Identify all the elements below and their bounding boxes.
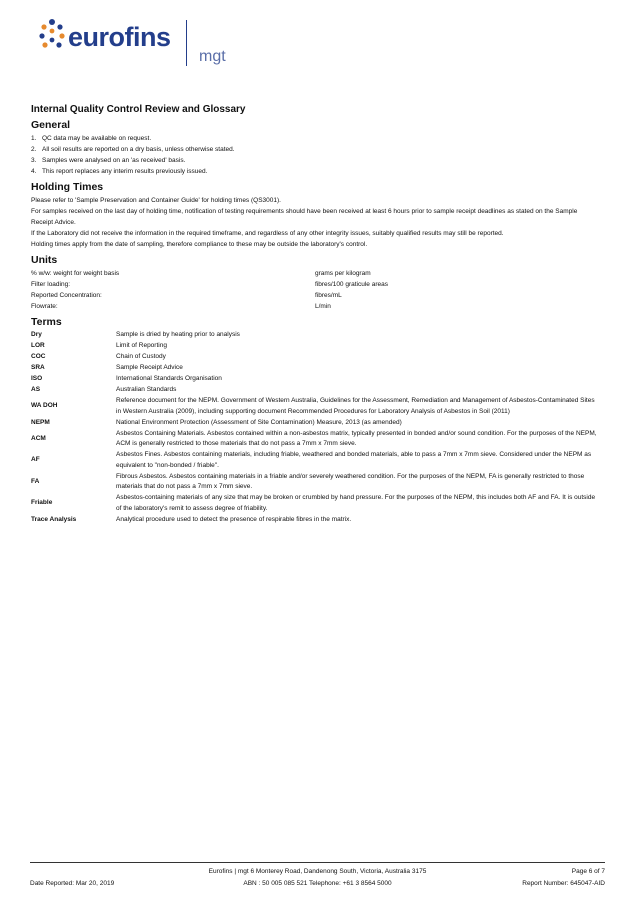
term-row: WA DOH Reference document for the NEPM. Government of Western Australia, Guidelines for the Assessment, Remediation and Management of Asbestos-Contaminated Sites in Western Australia (2009), including supporting document Recommended Procedures for Laboratory Analysis of Asbestos in Soil (2011) <box>31 397 595 415</box>
term-row: FA Fibrous Asbestos. Asbestos containing materials in a friable and/or severely weathered condition. For the purposes of the NEPM, FA is generally restricted to those materials that do not pass a 7mm x 7mm sieve. <box>31 472 585 490</box>
footer-abn: ABN : 50 005 085 521 Telephone: +61 3 8564 5000 <box>243 880 392 887</box>
term-row: ISO International Standards Organisation <box>31 375 222 382</box>
eurofins-dots-icon <box>38 18 66 50</box>
footer-date-reported: Date Reported: Mar 20, 2019 <box>30 880 115 887</box>
page-title: Internal Quality Control Review and Glossary <box>31 104 246 115</box>
list-item: 2. All soil results are reported on a dry basis, unless otherwise stated. <box>31 146 235 153</box>
term-row: LOR Limit of Reporting <box>31 342 167 349</box>
term-row: SRA Sample Receipt Advice <box>31 364 183 371</box>
document-body <box>31 104 601 526</box>
list-item: 4. This report replaces any interim results previously issued. <box>31 168 208 175</box>
list-item: 3. Samples were analysed on an 'as received' basis. <box>31 157 186 164</box>
term-row: COC Chain of Custody <box>31 353 166 360</box>
terms-heading: Terms <box>31 316 62 328</box>
term-row: Friable Asbestos-containing materials of any size that may be broken or crumbled by hand pressure. For the purposes of the NEPM, this includes both AF and FA. It is outside of the laboratory's remit to assess degree of friability. <box>31 494 596 512</box>
footer-report-number: Report Number: 645047-AID <box>522 880 605 887</box>
units-row: Reported Concentration: fibres/mL <box>31 292 342 299</box>
term-row: NEPM National Environment Protection (Assessment of Site Contamination) Measure, 2013 (as amended) <box>31 418 402 426</box>
holding-times-heading: Holding Times <box>31 181 104 193</box>
list-item: 1. QC data may be available on request. <box>31 135 152 142</box>
units-row: Filter loading: fibres/100 graticule areas <box>31 281 388 288</box>
footer-address: Eurofins | mgt 6 Monterey Road, Dandenong South, Victoria, Australia 3175 <box>208 868 427 875</box>
general-list <box>31 133 601 177</box>
eurofins-logo <box>38 12 258 72</box>
units-row: % w/w: weight for weight basis grams per kilogram <box>31 270 371 277</box>
holding-para: For samples received on the last day of holding time, notification of testing requirements should have been received at least 6 hours prior to sample receipt deadlines as stated on the Sample Receipt Advice. <box>31 208 578 226</box>
term-row: AF Asbestos Fines. Asbestos containing materials, including friable, weathered and bonded materials, able to pass a 7mm x 7mm sieve. Considered under the NEPM as equivalent to "non-bonded / friable". <box>31 451 592 469</box>
page-footer <box>30 866 605 890</box>
holding-para: Holding times apply from the date of sampling, therefore compliance to these may be outside the laboratory's control. <box>31 241 368 248</box>
units-row: Flowrate: L/min <box>31 303 331 310</box>
general-heading: General <box>31 119 71 131</box>
holding-para: Please refer to 'Sample Preservation and Container Guide' for holding times (QS3001). <box>31 197 281 204</box>
units-heading: Units <box>31 254 58 266</box>
footer-page-number: Page 6 of 7 <box>571 868 605 875</box>
logo-sub: mgt <box>199 48 226 65</box>
logo-wordmark: eurofins <box>68 22 171 52</box>
holding-para: If the Laboratory did not receive the information in the required timeframe, and regardless of any other integrity issues, suitably qualified results may still be reported. <box>31 230 504 237</box>
term-row: ACM Asbestos Containing Materials. Asbestos contained within a non-asbestos matrix, typically presented in bonded and/or sound condition. For the purposes of the NEPM, ACM is generally restricted to those materials that do not pass a 7mm x 7mm sieve. <box>31 429 597 447</box>
term-row: Trace Analysis Analytical procedure used to detect the presence of respirable fibres in the matrix. <box>31 515 352 523</box>
footer-divider <box>30 862 605 863</box>
logo-divider <box>186 20 187 66</box>
term-row: AS Australian Standards <box>31 386 177 393</box>
term-row: Dry Sample is dried by heating prior to analysis <box>31 331 240 338</box>
